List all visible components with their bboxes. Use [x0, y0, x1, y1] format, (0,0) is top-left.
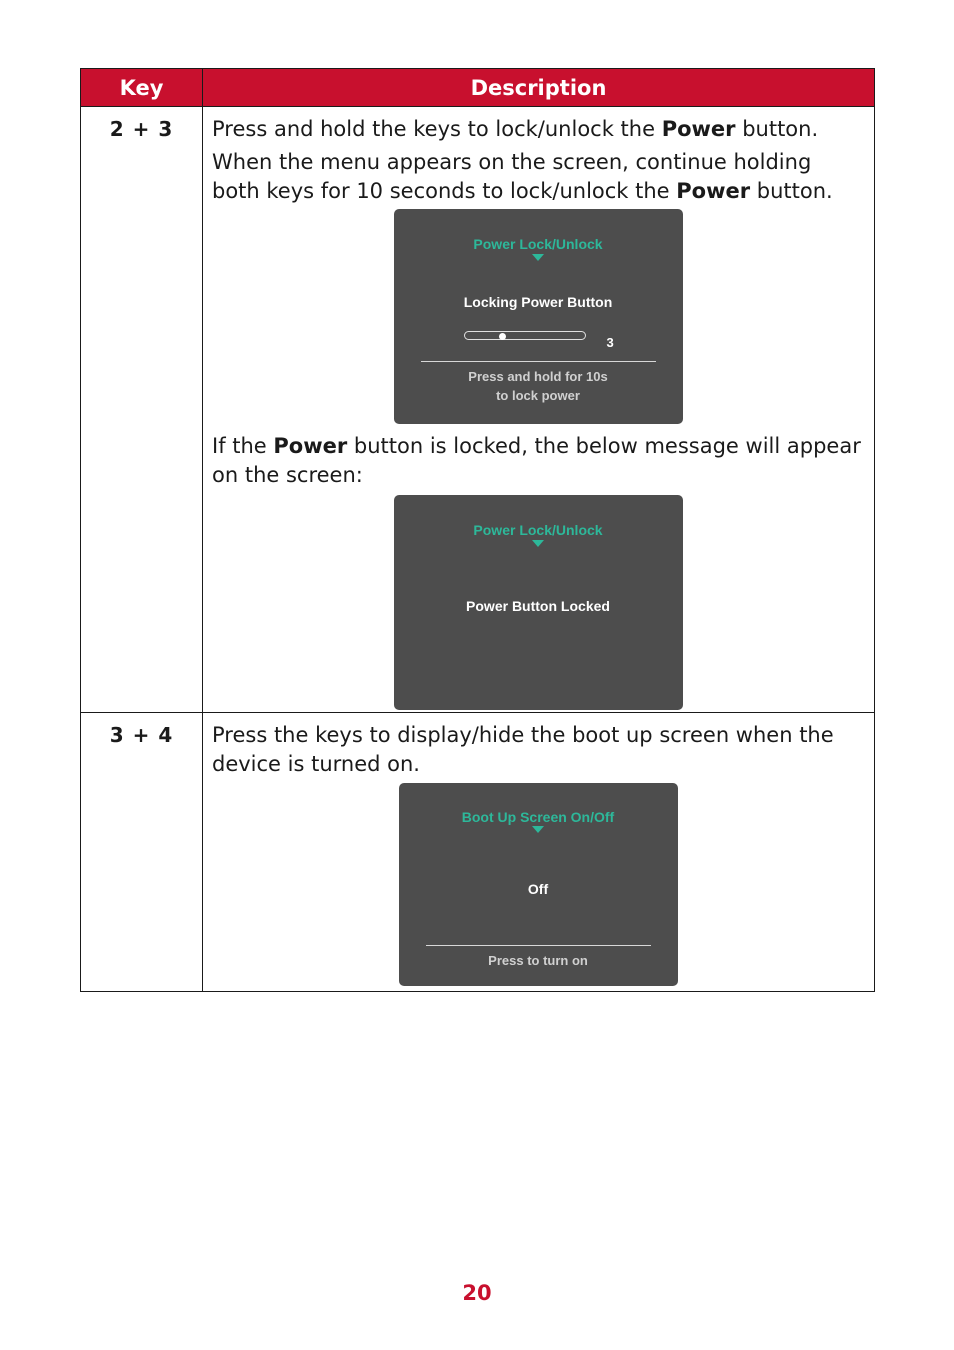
- description-text: [212, 148, 864, 206]
- bold-term: Power: [661, 117, 736, 141]
- osd-title: Power Lock/Unlock: [473, 236, 603, 252]
- table-row: [81, 107, 875, 713]
- down-arrow-icon: [532, 826, 544, 833]
- osd-title: Power Lock/Unlock: [473, 522, 603, 538]
- divider: [426, 945, 651, 946]
- description-text: [212, 432, 864, 490]
- countdown-progress-bar: [464, 331, 586, 340]
- osd-footer: [394, 367, 683, 405]
- down-arrow-icon: [532, 254, 544, 261]
- text-run: button.: [750, 179, 833, 203]
- text-run: If the: [212, 434, 274, 458]
- table-header-row: [81, 69, 875, 107]
- text-run: When the menu appears on the screen, continue holding both keys for 10 seconds to lock/unlock the: [212, 150, 812, 203]
- osd-message: Power Button Locked: [466, 598, 610, 614]
- text-run: button is locked, the below message will appear on the screen:: [212, 434, 861, 487]
- osd-power-lock-countdown: [394, 209, 683, 424]
- header-description: Description: [203, 69, 875, 107]
- description-cell: [203, 713, 875, 992]
- table-row: [81, 713, 875, 992]
- bold-term: Power: [676, 179, 751, 203]
- osd-boot-up-screen: [399, 783, 678, 986]
- osd-message: Off: [527, 881, 549, 897]
- bold-term: Power: [273, 434, 348, 458]
- progress-thumb: [499, 333, 506, 340]
- description-text: [212, 115, 864, 144]
- footer-line: Press and hold for 10s: [468, 369, 608, 384]
- key-combo: 2 + 3: [81, 107, 203, 713]
- key-combo: 3 + 4: [81, 713, 203, 992]
- osd-title: Boot Up Screen On/Off: [461, 809, 615, 825]
- divider: [421, 361, 656, 362]
- description-text: Press the keys to display/hide the boot up screen when the device is turned on.: [212, 723, 834, 776]
- osd-footer: Press to turn on: [488, 953, 588, 968]
- osd-message: Locking Power Button: [463, 294, 613, 310]
- osd-power-locked: [394, 495, 683, 710]
- header-key: Key: [81, 69, 203, 107]
- key-description-table: [80, 68, 875, 992]
- countdown-number: 3: [606, 335, 614, 350]
- text-run: Press and hold the keys to lock/unlock the: [212, 117, 662, 141]
- footer-line: to lock power: [496, 388, 580, 403]
- description-cell: [203, 107, 875, 713]
- down-arrow-icon: [532, 540, 544, 547]
- text-run: button.: [735, 117, 819, 141]
- page-number: 20: [462, 1281, 492, 1305]
